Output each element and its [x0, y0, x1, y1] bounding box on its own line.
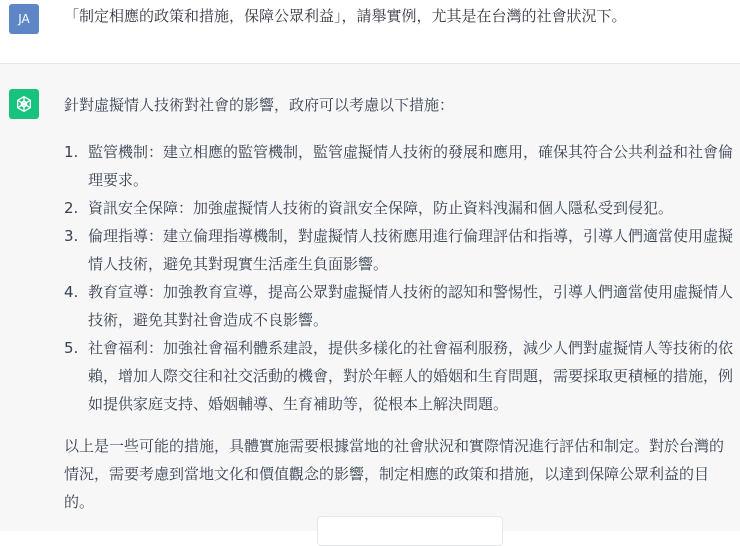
user-message-row — [0, 0, 740, 64]
list-item — [64, 334, 734, 418]
list-item — [64, 194, 734, 222]
list-item-number: 4. — [64, 283, 79, 301]
list-item-text: 資訊安全保障：加強虛擬情人技術的資訊安全保障，防止資料洩漏和個人隱私受到侵犯。 — [88, 199, 674, 217]
assistant-avatar — [9, 89, 39, 119]
user-message-text: 「制定相應的政策和措施，保障公眾利益」，請舉實例，尤其是在台灣的社會狀況下。 — [64, 7, 627, 25]
assistant-message-content — [64, 91, 734, 516]
list-item-text: 教育宣導：加強教育宣導，提高公眾對虛擬情人技術的認知和警惕性，引導人們適當使用虛擬情人技術，避免其對社會造成不良影響。 — [88, 283, 734, 329]
assistant-intro: 針對虛擬情人技術對社會的影響，政府可以考慮以下措施： — [64, 96, 455, 114]
assistant-conclusion: 以上是一些可能的措施，具體實施需要根據當地的社會狀況和實際情況進行評估和制定。對於台灣的情況，需要考慮到當地文化和價值觀念的影響，制定相應的政策和措施，以達到保障公眾利益的目的。 — [64, 437, 725, 511]
openai-logo-icon — [14, 94, 34, 114]
list-item-number: 2. — [64, 199, 79, 217]
assistant-message-row — [0, 64, 740, 531]
list-item — [64, 138, 734, 194]
list-item — [64, 278, 734, 334]
list-item-number: 1. — [64, 143, 79, 161]
list-item — [64, 222, 734, 278]
user-avatar: JA — [9, 4, 39, 34]
measures-list — [64, 138, 734, 418]
list-item-number: 5. — [64, 339, 79, 357]
list-item-text: 社會福利：加強社會福利體系建設，提供多樣化的社會福利服務，減少人們對虛擬情人等技術的依賴，增加人際交往和社交活動的機會，對於年輕人的婚姻和生育問題，需要採取更積極的措施，例如提供家庭支持、婚姻輔導、生育補助等，從根本上解決問題。 — [88, 339, 734, 413]
floating-action-box[interactable] — [317, 516, 503, 546]
list-item-number: 3. — [64, 227, 79, 245]
list-item-text: 監管機制：建立相應的監管機制，監管虛擬情人技術的發展和應用，確保其符合公共利益和社會倫理要求。 — [88, 143, 734, 189]
list-item-text: 倫理指導：建立倫理指導機制，對虛擬情人技術應用進行倫理評估和指導，引導人們適當使用虛擬情人技術，避免其對現實生活產生負面影響。 — [88, 227, 734, 273]
